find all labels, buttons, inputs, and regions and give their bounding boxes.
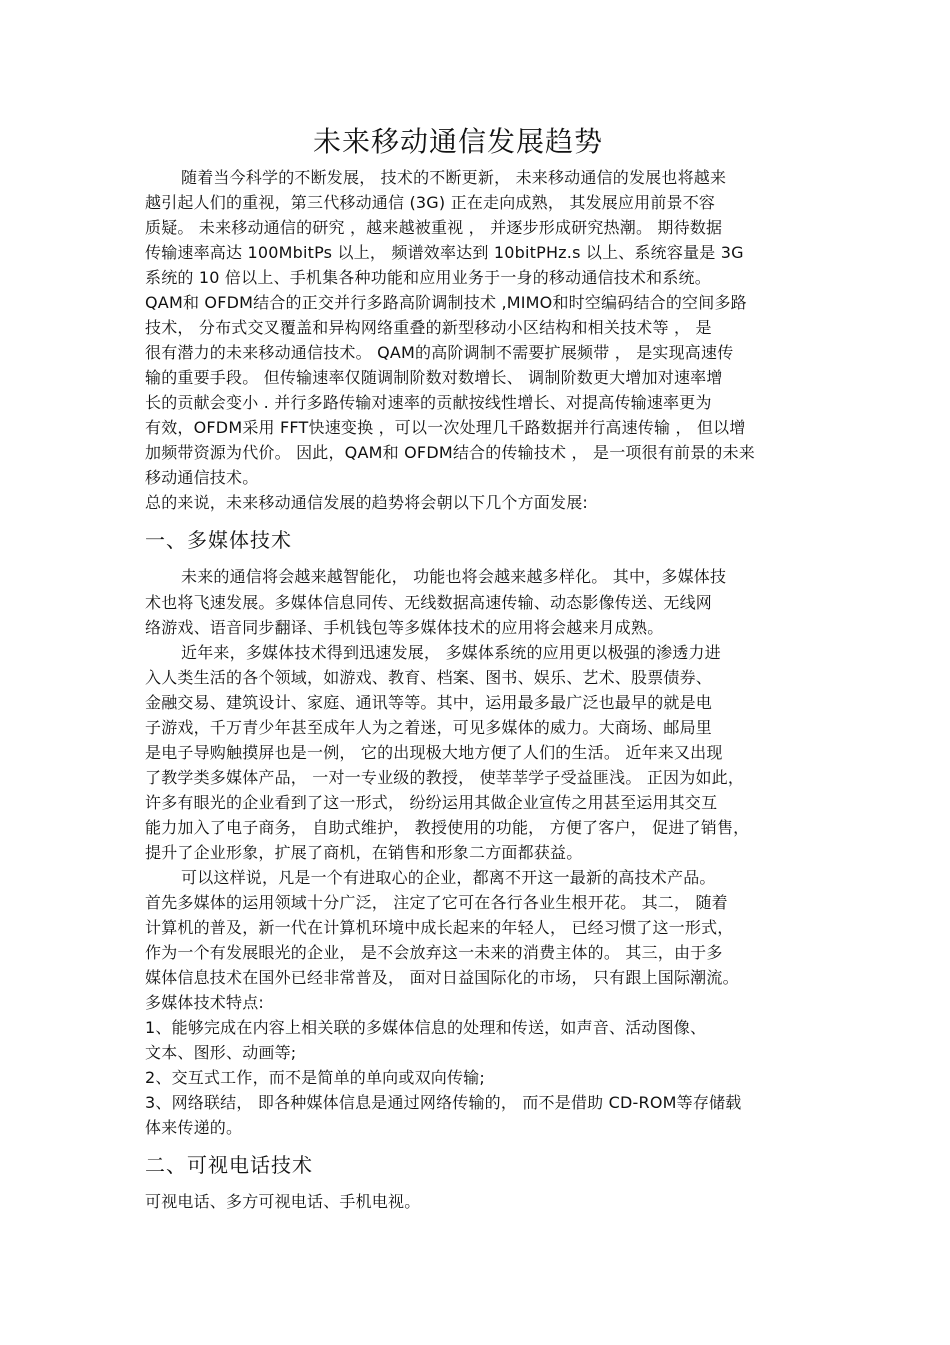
section1-line-3: 络游戏、语音同步翻译、手机钱包等多媒体技术的应用将会越来月成熟。 [145,618,664,637]
section1-line-16: 作为一个有发展眼光的企业， 是不会放弃这一未来的消费主体的。 其三，由于多 [145,943,723,962]
intro-line-2: 越引起人们的重视，第三代移动通信 (3G) 正在走向成熟， 其发展应用前景不容 [145,193,716,212]
section-heading-videophone: 二、可视电话技术 [145,1153,313,1177]
section1-line-9: 了教学类多媒体产品， 一对一专业级的教授， 使莘莘学子受益匪浅。 正因为如此， [145,768,745,787]
section1-line-18: 多媒体技术特点: [145,993,264,1012]
intro-line-14: 总的来说，未来移动通信发展的趋势将会朝以下几个方面发展: [145,493,588,512]
section1-line-12: 提升了企业形象，扩展了商机，在销售和形象二方面都获益。 [145,843,583,862]
section1-line-10: 许多有眼光的企业看到了这一形式， 纷纷运用其做企业宣传之用甚至运用其交互 [145,793,718,812]
section1-line-21: 2、交互式工作，而不是简单的单向或双向传输; [145,1068,485,1087]
section1-line-8: 是电子导购触摸屏也是一例， 它的出现极大地方便了人们的生活。 近年来又出现 [145,743,723,762]
section1-line-22: 3、网络联结， 即各种媒体信息是通过网络传输的， 而不是借助 CD-ROM等存储载 [145,1093,742,1112]
section1-line-20: 文本、图形、动画等; [145,1043,297,1062]
intro-line-8: 很有潜力的未来移动通信技术。 QAM的高阶调制不需要扩展频带 ， 是实现高速传 [145,343,734,362]
section1-line-15: 计算机的普及，新一代在计算机环境中成长起来的年轻人， 已经习惯了这一形式， [145,918,734,937]
intro-line-1: 随着当今科学的不断发展， 技术的不断更新， 未来移动通信的发展也将越来 [181,168,727,187]
intro-line-6: QAM和 OFDM结合的正交并行多路高阶调制技术 ,MIMO和时空编码结合的空间多路 [145,293,747,312]
section1-line-13: 可以这样说，凡是一个有进取心的企业，都离不开这一最新的高技术产品。 [181,868,716,887]
section1-line-6: 金融交易、建筑设计、家庭、通讯等等。其中，运用最多最广泛也最早的就是电 [145,693,713,712]
intro-line-10: 长的贡献会变小 . 并行多路传输对速率的贡献按线性增长、对提高传输速率更为 [145,393,712,412]
intro-line-12: 加频带资源为代价。 因此，QAM和 OFDM结合的传输技术 ， 是一项很有前景的未来 [145,443,756,462]
section1-line-17: 媒体信息技术在国外已经非常普及， 面对日益国际化的市场， 只有跟上国际潮流。 [145,968,739,987]
intro-line-4: 传输速率高达 100MbitPs 以上， 频谱效率达到 10bitPHz.s 以上、系统容量是 3G [145,243,744,262]
intro-line-11: 有效，OFDM采用 FFT快速变换 ，可以一次处理几千路数据并行高速传输 ， 但以增 [145,418,746,437]
intro-line-13: 移动通信技术。 [145,468,259,487]
section1-line-5: 入人类生活的各个领域，如游戏、教育、档案、图书、娱乐、艺术、股票债券、 [145,668,713,687]
section1-line-2: 术也将飞速发展。多媒体信息同传、无线数据高速传输、动态影像传送、无线网 [145,593,713,612]
section1-line-11: 能力加入了电子商务， 自助式维护， 教授使用的功能， 方便了客户， 促进了销售， [145,818,750,837]
section2-line-1: 可视电话、多方可视电话、手机电视。 [145,1192,421,1211]
section1-line-14: 首先多媒体的运用领域十分广泛， 注定了它可在各行各业生根开花。 其二， 随着 [145,893,728,912]
intro-line-7: 技术， 分布式交叉覆盖和异构网络重叠的新型移动小区结构和相关技术等 ， 是 [145,318,712,337]
section-heading-multimedia: 一、多媒体技术 [145,528,292,552]
intro-line-3: 质疑。 未来移动通信的研究 ，越来越被重视 ， 并逐步形成研究热潮。 期待数据 [145,218,723,237]
section1-line-4: 近年来，多媒体技术得到迅速发展， 多媒体系统的应用更以极强的渗透力进 [181,643,721,662]
section1-line-23: 体来传递的。 [145,1118,243,1137]
section1-line-19: 1、能够完成在内容上相关联的多媒体信息的处理和传送，如声音、活动图像、 [145,1018,707,1037]
section1-line-7: 子游戏，千万青少年甚至成年人为之着迷，可见多媒体的威力。大商场、邮局里 [145,718,713,737]
section1-line-1: 未来的通信将会越来越智能化， 功能也将会越来越多样化。 其中，多媒体技 [181,567,727,586]
intro-line-5: 系统的 10 倍以上、手机集各种功能和应用业务于一身的移动通信技术和系统。 [145,268,711,287]
document-title: 未来移动通信发展趋势 [312,125,603,158]
intro-line-9: 输的重要手段。 但传输速率仅随调制阶数对数增长、 调制阶数更大增加对速率增 [145,368,723,387]
